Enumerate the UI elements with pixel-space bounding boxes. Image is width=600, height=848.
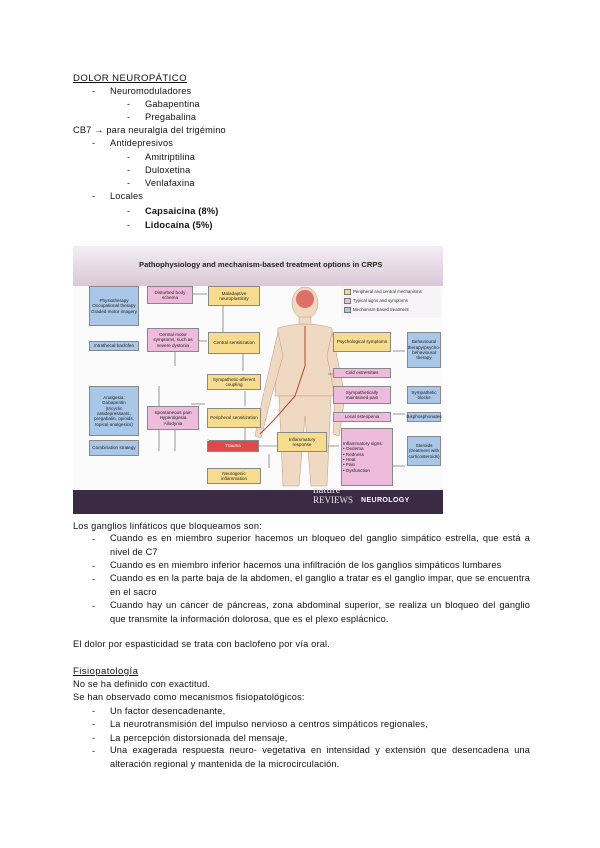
ganglia-intro: Los ganglios linfáticos que bloqueamos son: (73, 521, 262, 531)
box-maladaptive-neuroplasticity: Maladaptive neuroplasticity (208, 286, 260, 306)
box-trauma: Trauma (207, 440, 259, 452)
box-analgesia: Analgesia: Gabapentin (tricyclic antidepressants, pregabalin, opioids, topical analgesics) (89, 386, 139, 436)
crps-diagram-figure (73, 246, 443, 514)
list-item-lidocaine: Lidocaína (5%) (145, 220, 213, 230)
box-steroids: Steroids (treatment with corticosteroids) (407, 436, 441, 466)
legend-item-treatment (344, 307, 409, 313)
list-item-neuromodulators: Neuromoduladores (110, 86, 192, 96)
legend-swatch (344, 289, 351, 295)
reviews-word: REVIEWS (313, 495, 353, 505)
box-disturbed-body-schema: Disturbed body schema (147, 286, 193, 304)
list-item-locals: Locales (110, 191, 144, 201)
nature-reviews-logo (313, 485, 353, 505)
box-peripheral-sensitization: Peripheral sensitization (207, 408, 261, 428)
mechanism-item-perception: La percepción distorsionada del mensaje, (110, 733, 288, 743)
title-heading: DOLOR NEUROPÁTICO (73, 73, 187, 84)
nature-word: nature (313, 484, 341, 496)
legend-item-signs (344, 298, 408, 304)
legend-swatch (344, 307, 351, 313)
ganglia-item-lower-limb: Cuando es en miembro inferior hacemos una infiltración de los ganglios simpáticos lumbares (110, 560, 502, 570)
list-item-capsaicin: Capsaicina (8%) (145, 206, 219, 216)
box-central-motor-symptoms: Central motor symptoms, such as severe dystonia (147, 328, 199, 352)
box-sympathetic-blocks: Sympathetic blocks (407, 386, 441, 404)
physiopathology-line1: No se ha definido con exactitud. (73, 679, 211, 689)
bullet-dash: - (127, 99, 131, 109)
box-combination-strategy: Combination strategy (89, 440, 139, 456)
box-inflammatory-response: Inflammatory response (277, 432, 327, 452)
legend-label: Typical signs and symptoms (353, 298, 408, 304)
human-body-illustration (255, 287, 345, 486)
bullet-dash: - (92, 574, 96, 584)
bullet-dash: - (92, 733, 96, 743)
neurology-label: NEUROLOGY (361, 497, 410, 504)
figure-title: Pathophysiology and mechanism-based treatment options in CRPS (139, 260, 383, 269)
box-psychological-symptoms: Psychological symptoms (333, 332, 391, 352)
list-item-antidepressants: Antidepresivos (110, 138, 174, 148)
box-sympathetic-coupling: Sympathetic-afferent coupling (207, 374, 261, 390)
bullet-dash: - (92, 191, 96, 201)
bullet-dash: - (127, 152, 131, 162)
box-local-osteopenia: Local osteopenia (333, 412, 391, 422)
mechanism-item-neurotransmission: La neurotransmisión del impulso nervioso a centros simpáticos regionales, (110, 719, 428, 729)
bullet-dash: - (92, 138, 96, 148)
box-neurogenic-inflammation: Neurogenic inflammation (207, 468, 261, 484)
physiopathology-heading: Fisiopatología (73, 666, 139, 677)
box-inflammatory-signs: Inflammatory signs: • Oedema • Redness • Heat • Pain • Dysfunction (341, 428, 393, 486)
legend-label: Peripheral and central mechanisms (353, 289, 422, 295)
bullet-dash: - (127, 220, 131, 230)
bullet-dash: - (92, 706, 96, 716)
spasticity-text: El dolor por espasticidad se trata con baclofeno por vía oral. (73, 639, 331, 649)
box-spontaneous-pain: Spontaneous pain Hyperalgesia Allodynia (147, 406, 199, 430)
list-item-duloxetine: Duloxetina (145, 165, 191, 175)
figure-legend (341, 286, 441, 318)
bullet-dash: - (127, 165, 131, 175)
bullet-dash: - (127, 112, 131, 122)
bullet-dash: - (127, 206, 131, 216)
list-item-cb7: CB7 → para neuralgia del trigémino (73, 125, 226, 135)
ganglia-item-lower-abdomen: Cuando es en la parte baja de la abdomen, el ganglio a tratar es el ganglio impar, que se encuentra en el sacro (110, 573, 530, 597)
bullet-dash: - (92, 719, 96, 729)
bullet-dash: - (92, 601, 96, 611)
spacer (207, 439, 209, 441)
bullet-dash: - (92, 534, 96, 544)
legend-item-mechanisms (344, 289, 422, 295)
list-item-venlafaxine: Venlafaxina (145, 178, 195, 188)
bullet-dash: - (127, 178, 131, 188)
ganglia-item-upper-limb: Cuando es en miembro superior hacemos un bloqueo del ganglio simpático estrella, que está a nivel de C7 (110, 533, 530, 557)
list-item-amitriptyline: Amitriptilina (145, 152, 196, 162)
mechanism-item-neurovegetative: Una exagerada respuesta neuro- vegetativa en intensidad y extensión que desencadena una alteración regional y mantenida de la microcirculación. (110, 745, 530, 769)
bullet-dash: - (92, 746, 96, 756)
box-central-sensitization: Central sensitization (208, 332, 260, 354)
box-bisphosphonates: Bisphosphonates (407, 412, 441, 422)
list-item-pregabalin: Pregabalina (145, 112, 197, 122)
legend-label: Mechanism-based treatment (353, 307, 409, 313)
brain-mark (296, 290, 314, 308)
physiopathology-line2: Se han observado como mecanismos fisiopatológicos: (73, 692, 305, 702)
bullet-dash: - (92, 561, 96, 571)
list-item-gabapentin: Gabapentina (145, 99, 200, 109)
mechanism-item-trigger: Un factor desencadenante, (110, 706, 226, 716)
box-sympathetically-maintained-pain: Sympathetically maintained pain (333, 386, 391, 404)
box-intrathecal-baclofen: Intrathecal baclofen (89, 341, 139, 351)
box-behavioural-therapy: Behavioural therapy/psycho-behavioural therapy (407, 332, 441, 368)
box-cold-extremities: Cold extremities (333, 368, 391, 378)
ganglia-item-pancreas: Cuando hay un cáncer de páncreas, zona abdominal superior, se realiza un bloqueo del ganglio que transmite la información dolorosa, que es el plexo esplácnico. (110, 600, 530, 624)
box-physiotherapy: Physiotherapy Occupational therapy Graded motor imagery (89, 286, 139, 326)
legend-swatch (344, 298, 351, 304)
bullet-dash: - (92, 86, 96, 96)
